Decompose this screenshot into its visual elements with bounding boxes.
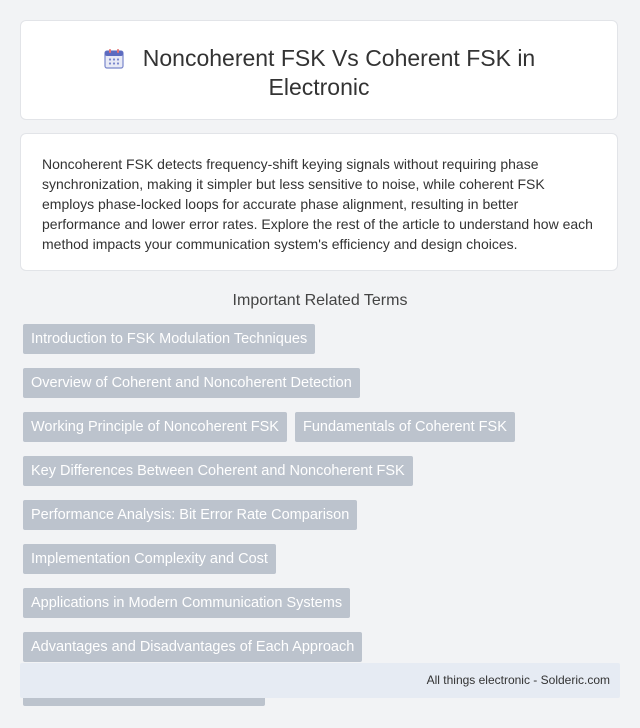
related-term-tag[interactable]: Overview of Coherent and Noncoherent Detection xyxy=(23,368,360,398)
page-title xyxy=(21,44,617,102)
related-term-tag[interactable]: Implementation Complexity and Cost xyxy=(23,544,276,574)
footer xyxy=(20,663,620,698)
related-term-tag[interactable]: Key Differences Between Coherent and Noncoherent FSK xyxy=(23,456,413,486)
related-term-tag[interactable]: Introduction to FSK Modulation Techniques xyxy=(23,324,315,354)
related-term-tag[interactable]: Working Principle of Noncoherent FSK xyxy=(23,412,287,442)
title-line-2: Electronic xyxy=(268,74,370,100)
title-line-1: Noncoherent FSK Vs Coherent FSK in xyxy=(142,45,536,71)
related-terms-list xyxy=(23,324,583,706)
related-term-tag[interactable]: Performance Analysis: Bit Error Rate Comparison xyxy=(23,500,357,530)
description-text: Noncoherent FSK detects frequency-shift keying signals without requiring phase synchronization, making it simpler but less sensitive to noise, while coherent FSK employs phase-locked loops for accurate phase alignment, resulting in better performance and lower error rates. Explore the rest of the article to understand how each method impacts your communication system's efficiency and design choices. xyxy=(42,156,593,252)
description-card xyxy=(20,133,618,271)
calendar-icon xyxy=(103,48,125,70)
related-term-tag[interactable]: Applications in Modern Communication Systems xyxy=(23,588,350,618)
related-term-tag[interactable]: Fundamentals of Coherent FSK xyxy=(295,412,515,442)
title-card xyxy=(20,20,618,120)
related-term-tag[interactable]: Advantages and Disadvantages of Each Approach xyxy=(23,632,362,662)
footer-text[interactable]: All things electronic - Solderic.com xyxy=(426,673,610,687)
related-terms-heading: Important Related Terms xyxy=(232,292,408,309)
